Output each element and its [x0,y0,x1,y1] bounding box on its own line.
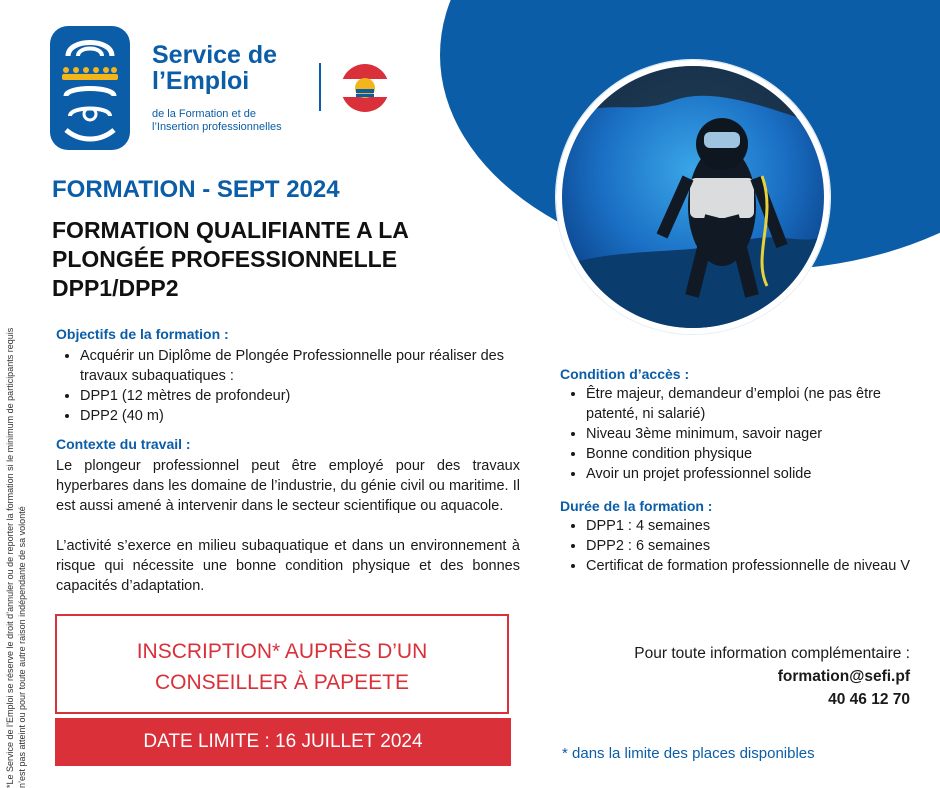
sefi-logo-icon [50,26,130,150]
list-item: • DPP2 : 6 semaines [586,536,931,556]
logo-subtitle [152,108,312,134]
list-item: • Acquérir un Diplôme de Plongée Professionnelle pour réaliser des travaux subaquatiques : [80,346,510,386]
french-polynesia-emblem [340,63,390,113]
list-item: • DPP1 : 4 semaines [586,516,931,536]
polynesia-flag-icon [340,63,390,113]
context-paragraph-1: Le plongeur professionnel peut être employé pour des travaux hyperbares dans les domaine de l’industrie, du génie civil ou maritime. Il est aussi amené à intervenir dans le secteur scientifique ou aquacole. [56,458,520,514]
registration-text [57,636,507,698]
contact-intro: Pour toute information complémentaire : [634,645,910,662]
list-item: • Avoir un projet professionnel solide [586,464,931,484]
contact-phone[interactable]: 40 46 12 70 [828,691,910,708]
registration-box [55,614,509,714]
logo-title [152,42,277,94]
duration-list [562,516,931,576]
access-heading: Condition d’accès : [560,366,690,382]
list-item: • Certificat de formation professionnelle de niveau V [586,556,931,576]
formation-title-line1: FORMATION QUALIFIANTE A LA [52,217,409,243]
list-item: • DPP2 (40 m) [80,406,510,426]
objectives-list [56,346,510,426]
logo-title-line1: Service de [152,41,278,69]
list-item: • DPP1 (12 mètres de profondeur) [80,386,510,406]
logo-title-line2: l’Emploi [152,67,250,95]
side-disclaimer-line1: *Le Service de l’Emploi se réserve le droit d’annuler ou de reporter la formation si le minimum de participants requis [5,327,15,788]
registration-line1: INSCRIPTION* AUPRÈS D’UN [136,640,428,663]
registration-line2: CONSEILLER À PAPEETE [154,671,410,694]
formation-title [52,216,492,303]
logo-divider [319,63,321,111]
side-disclaimer-line2: n’est pas atteint ou pour toute autre raison indépendante de sa volonté [17,506,27,788]
logo-subtitle-line1: de la Formation et de [152,108,256,120]
context-paragraph-2: L’activité s’exerce en milieu subaquatique et dans un environnement à risque qui nécessite une bonne condition physique et des bonnes capacités d’adaptation. [56,538,520,594]
availability-footnote: * dans la limite des places disponibles [562,745,815,762]
side-disclaimer [4,188,28,788]
context-heading: Contexte du travail : [56,436,191,452]
list-item: • Bonne condition physique [586,444,931,464]
diver-illustration [562,66,824,328]
list-item: • Niveau 3ème minimum, savoir nager [586,424,931,444]
duration-heading: Durée de la formation : [560,498,713,514]
deadline-banner: DATE LIMITE : 16 JUILLET 2024 [55,718,511,766]
diver-photo [556,60,830,334]
objectives-heading: Objectifs de la formation : [56,326,229,342]
formation-date-title: FORMATION - SEPT 2024 [52,176,340,203]
formation-title-line3: DPP1/DPP2 [52,275,179,301]
formation-title-line2: PLONGÉE PROFESSIONNELLE [52,246,398,272]
list-item: • Être majeur, demandeur d’emploi (ne pas être patenté, ni salarié) [586,384,931,424]
sefi-logo [50,26,130,150]
contact-email[interactable]: formation@sefi.pf [777,668,910,685]
logo-subtitle-line2: l’Insertion professionnelles [152,121,282,133]
access-list [562,384,931,484]
